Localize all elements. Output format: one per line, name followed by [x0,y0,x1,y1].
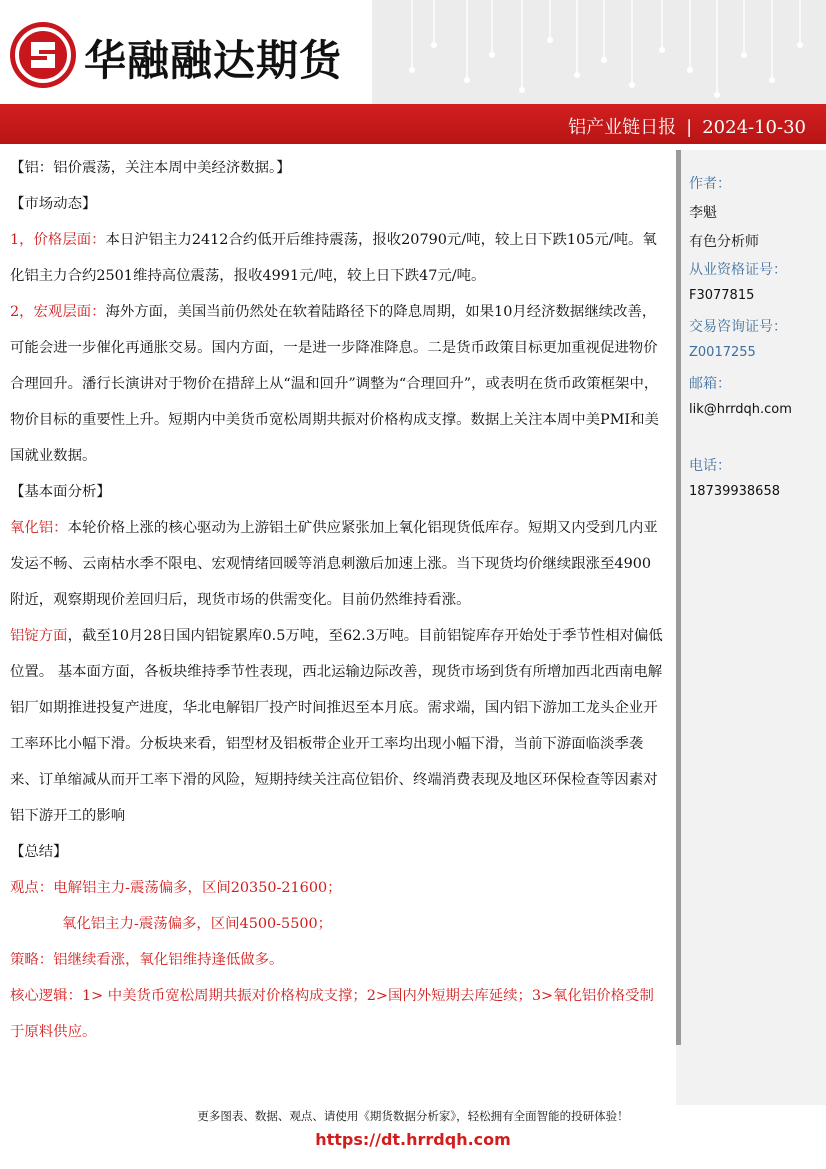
ingot-text: ，截至10月28日国内铝锭累库0.5万吨，至62.3万吨。目前铝锭库存开始处于季节性相对偏低位置。 基本面方面，各板块维持季节性表现，西北运输边际改善，现货市场到货有所增加西北西南电解铝厂如期推进投复产进度，华北电解铝厂投产时间推迟至本月底。需求端，国内铝下游加工龙头企业开工率环比小幅下滑。分板块来看，铝型材及铝板带企业开工率均出现小幅下滑，当前下游面临淡季袭来、订单缩减从而开工率下滑的风险，短期持续关注高位铝价、终端消费表现及地区环保检查等因素对铝下游开工的影响 [10,628,663,824]
market-section-title: 【市场动态】 [10,196,97,212]
sidebar-divider [676,150,681,1045]
ingot-paragraph [10,618,664,834]
headline: 【铝：铝价震荡，关注本周中美经济数据。】 [10,160,291,176]
title-bar [0,104,826,144]
alumina-label: 氧化铝： [10,520,68,536]
footer-promo: 更多图表、数据、观点、请使用《期货数据分析家》，轻松拥有全面智能的投研体验！ [197,1109,629,1123]
consult-label: 交易咨询证号： [689,319,787,335]
macro-text: 海外方面，美国当前仍然处在软着陆路径下的降息周期，如果10月经济数据继续改善，可能会进一步催化再通胀交易。国内方面，一是进一步降准降息。二是货币政策目标更加重视促进物价合理回升。潘行长演讲对于物价在措辞上从“温和回升”调整为“合理回升”，或表明在货币政策框架中，物价目标的重要性上升。短期内中美货币宽松周期共振对价格构成支撑。数据上关注本周中美PMI和美国就业数据。 [10,304,659,464]
core-logic: 核心逻辑：1> 中美货币宽松周期共振对价格构成支撑；2>国内外短期去库延续；3>氧化铝价格受制于原料供应。 [10,988,654,1040]
macro-label: 2，宏观层面： [10,304,106,320]
strategy-line: 策略：铝继续看涨，氧化铝维持逢低做多。 [10,952,284,968]
view-line-1: 观点：电解铝主力-震荡偏多，区间20350-21600； [10,880,342,896]
email-label: 邮箱： [689,376,731,392]
summary-section-title: 【总结】 [10,844,68,860]
alumina-paragraph [10,510,664,618]
price-label: 1，价格层面： [10,232,106,248]
phone-value: 18739938658 [689,484,780,499]
report-title-line [568,113,806,139]
email-value[interactable]: lik@hrrdqh.com [689,402,792,417]
price-paragraph [10,222,664,294]
ingot-label: 铝锭方面 [10,628,68,644]
brand-name: 华融融达期货 [84,36,343,85]
author-title: 有色分析师 [689,234,759,250]
report-date: 2024-10-30 [702,117,806,138]
header-background-art [372,0,826,106]
macro-paragraph [10,294,664,474]
report-header [0,0,826,145]
report-body [10,150,664,1050]
title-separator: | [686,117,693,138]
company-logo-icon [8,20,78,90]
consult-value: Z0017255 [689,345,756,360]
license-label: 从业资格证号： [689,262,787,278]
view-line-2: 氧化铝主力-震荡偏多，区间4500-5500； [62,916,333,932]
fundamental-section-title: 【基本面分析】 [10,484,111,500]
author-label: 作者： [689,176,731,192]
footer-link[interactable]: https://dt.hrrdqh.com [315,1130,511,1149]
author-name: 李魁 [689,205,717,221]
alumina-text: 本轮价格上涨的核心驱动为上游铝土矿供应紧张加上氧化铝现货低库存。短期又内受到几内亚发运不畅、云南枯水季不限电、宏观情绪回暖等消息刺激后加速上涨。当下现货均价继续跟涨至4900附近，观察期现价差回归后，现货市场的供需变化。目前仍然维持看涨。 [10,520,658,608]
report-title: 铝产业链日报 [568,117,677,138]
license-value: F3077815 [689,288,755,303]
price-text: 本日沪铝主力2412合约低开后维持震荡，报收20790元/吨，较上日下跌105元/吨。氧化铝主力合约2501维持高位震荡，报收4991元/吨，较上日下跌47元/吨。 [10,232,657,284]
phone-label: 电话： [689,458,731,474]
